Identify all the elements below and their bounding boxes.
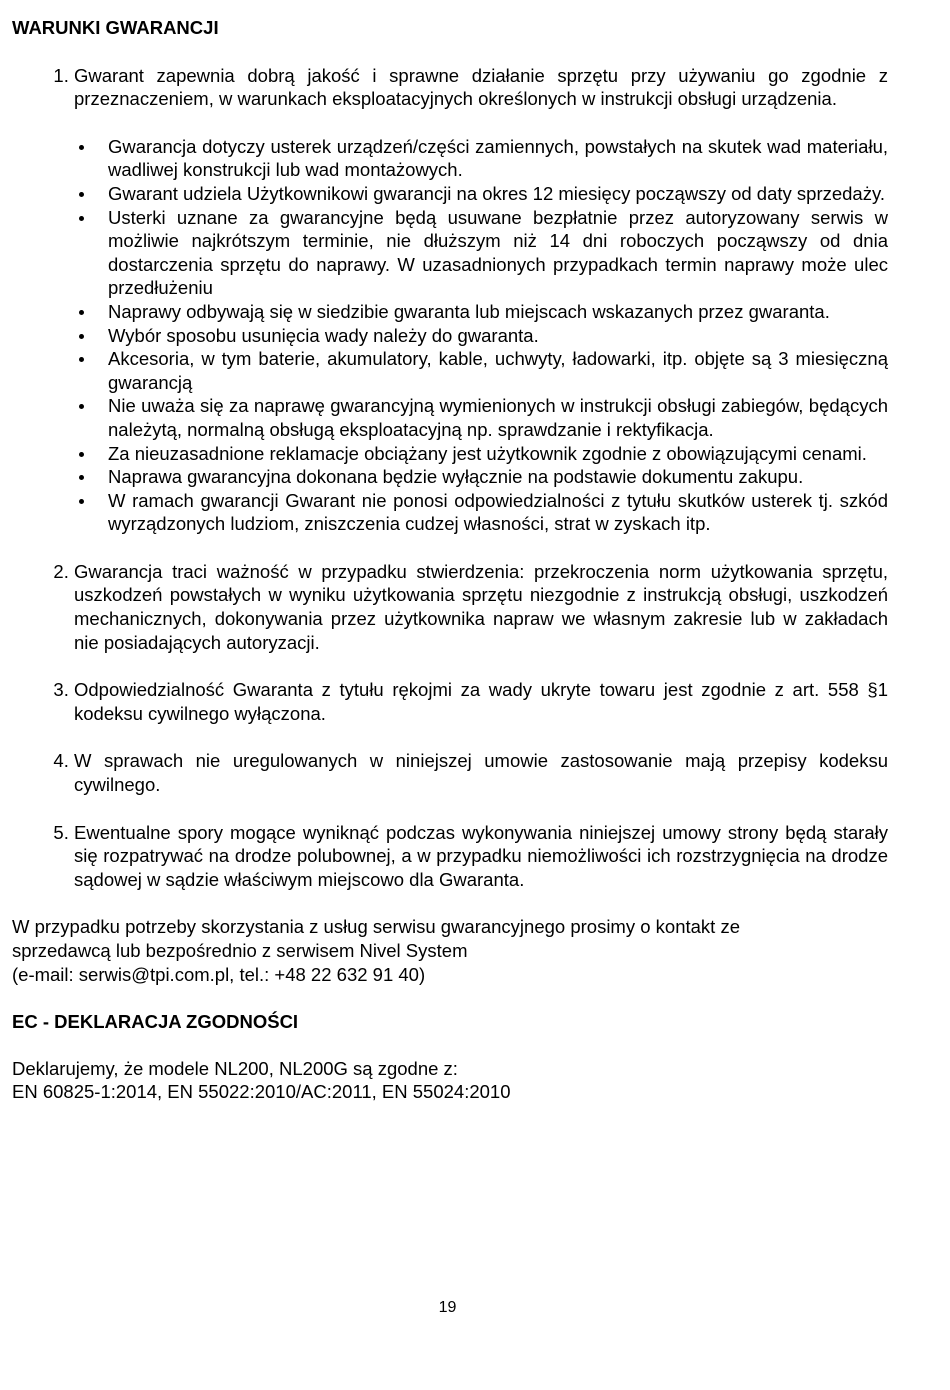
page-content bbox=[12, 16, 888, 1104]
warranty-item-5 bbox=[74, 821, 888, 892]
bullet-text: Gwarant udziela Użytkownikowi gwarancji na okres 12 miesięcy począwszy od daty sprzedaży. bbox=[108, 182, 885, 204]
bullet-text: Wybór sposobu usunięcia wady należy do gwaranta. bbox=[108, 324, 539, 346]
ec-declaration-text bbox=[12, 1057, 888, 1104]
declaration-standards: EN 60825-1:2014, EN 55022:2010/AC:2011, EN 55024:2010 bbox=[12, 1081, 511, 1103]
warranty-item-3 bbox=[74, 678, 888, 725]
bullet-icon bbox=[79, 334, 84, 339]
bullet-item bbox=[108, 442, 888, 466]
warranty-bullet-list bbox=[74, 135, 888, 536]
bullet-item bbox=[108, 300, 888, 324]
bullet-text: Naprawy odbywają się w siedzibie gwaranta lub miejscach wskazanych przez gwaranta. bbox=[108, 300, 830, 322]
warranty-item-3-text: 3. Odpowiedzialność Gwaranta z tytułu rękojmi za wady ukryte towaru jest zgodnie z art. 558 §1 kodeksu cywilnego wyłączona. bbox=[74, 679, 888, 724]
ec-declaration-heading: EC - DEKLARACJA ZGODNOŚCI bbox=[12, 1011, 299, 1033]
bullet-item bbox=[108, 182, 888, 206]
bullet-icon bbox=[79, 192, 84, 197]
page-number: 19 bbox=[438, 1299, 457, 1316]
bullet-text: Akcesoria, w tym baterie, akumulatory, kable, uchwyty, ładowarki, itp. objęte są 3 miesięczną gwarancją bbox=[108, 348, 888, 393]
bullet-text: Gwarancja dotyczy usterek urządzeń/części zamiennych, powstałych na skutek wad materiału, wadliwej konstrukcji lub wad montażowych. bbox=[108, 135, 888, 181]
contact-line-2: sprzedawcą lub bezpośrednio z serwisem Nivel System bbox=[12, 940, 468, 961]
warranty-item-1-text: 1. Gwarant zapewnia dobrą jakość i sprawne działanie sprzętu przy używaniu go zgodnie z przeznaczeniem, w warunkach eksploatacyjnych określonych w instrukcji obsługi urządzenia. bbox=[74, 64, 888, 110]
bullet-item bbox=[108, 489, 888, 536]
contact-line-3: (e-mail: serwis@tpi.com.pl, tel.: +48 22 632 91 40) bbox=[12, 963, 426, 985]
bullet-icon bbox=[79, 145, 84, 150]
bullet-text: Za nieuzasadnione reklamacje obciążany jest użytkownik zgodnie z obowiązującymi cenami. bbox=[108, 442, 867, 464]
warranty-item-2 bbox=[74, 560, 888, 654]
bullet-item bbox=[108, 206, 888, 300]
warranty-item-4 bbox=[74, 749, 888, 796]
bullet-item bbox=[108, 465, 888, 489]
bullet-item bbox=[108, 394, 888, 441]
contact-line-1: W przypadku potrzeby skorzystania z usług serwisu gwarancyjnego prosimy o kontakt ze bbox=[12, 916, 740, 938]
bullet-icon bbox=[79, 499, 84, 504]
bullet-icon bbox=[79, 475, 84, 480]
warranty-item-4-text: 4. W sprawach nie uregulowanych w niniejszej umowie zastosowanie mają przepisy kodeksu cywilnego. bbox=[74, 750, 888, 796]
warranty-item-1 bbox=[74, 64, 888, 536]
bullet-icon bbox=[79, 404, 84, 409]
warranty-item-5-text: 5. Ewentualne spory mogące wyniknąć podczas wykonywania niniejszej umowy strony będą starały się rozpatrywać na drodze polubownej, a w przypadku niemożliwości ich rozstrzygnięcia na drodze sądowej w sądzie właściwym miejscowo dla Gwaranta. bbox=[74, 821, 888, 890]
bullet-text: Usterki uznane za gwarancyjne będą usuwane bezpłatnie przez autoryzowany serwis w możliwie najkrótszym terminie, nie dłuższym niż 14 dni roboczych począwszy od dnia dostarczenia sprzętu do naprawy. W uzasadnionych przypadkach termin naprawy może ulec przedłużeniu bbox=[108, 206, 888, 299]
bullet-icon bbox=[79, 216, 84, 221]
declaration-line-1: Deklarujemy, że modele NL200, NL200G są zgodne z: bbox=[12, 1057, 458, 1079]
bullet-item bbox=[108, 347, 888, 394]
bullet-item bbox=[108, 135, 888, 182]
bullet-icon bbox=[79, 452, 84, 457]
bullet-text: Nie uważa się za naprawę gwarancyjną wymienionych w instrukcji obsługi zabiegów, będących należytą, normalną obsługą eksploatacyjną np. sprawdzanie i rektyfikacja. bbox=[108, 395, 888, 440]
warranty-item-2-text: 2. Gwarancja traci ważność w przypadku stwierdzenia: przekroczenia norm użytkowania sprzętu, uszkodzeń powstałych w wyniku użytkowania sprzętu niezgodnie z instrukcją obsługi, uszkodzeń mechanicznych, dokonywania przez użytkownika napraw we własnym zakresie lub w zakładach nie posiadających autoryzacji. bbox=[74, 560, 888, 653]
bullet-text: Naprawa gwarancyjna dokonana będzie wyłącznie na podstawie dokumentu zakupu. bbox=[108, 466, 804, 488]
warranty-conditions-list bbox=[12, 64, 888, 892]
bullet-item bbox=[108, 324, 888, 348]
service-contact bbox=[12, 915, 888, 986]
bullet-text: W ramach gwarancji Gwarant nie ponosi odpowiedzialności z tytułu skutków usterek tj. szkód wyrządzonych ludziom, zniszczenia cudzej własności, strat w zyskach itp. bbox=[108, 489, 888, 535]
bullet-icon bbox=[79, 357, 84, 362]
bullet-icon bbox=[79, 310, 84, 315]
warranty-heading: WARUNKI GWARANCJI bbox=[12, 17, 219, 38]
